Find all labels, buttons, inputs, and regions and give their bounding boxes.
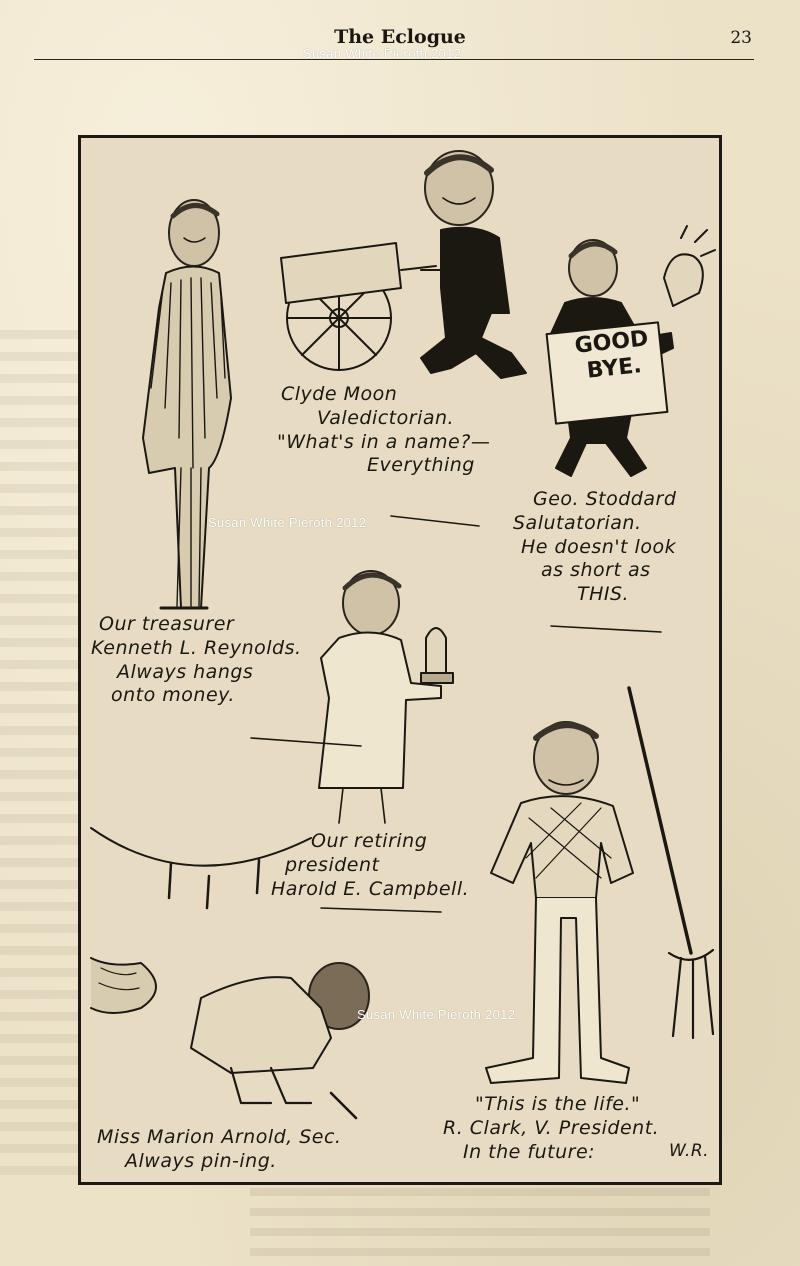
caption-line: Valedictorian. <box>317 406 455 429</box>
bleed-through-left <box>0 330 78 1180</box>
caption-underline <box>551 626 661 632</box>
caption-line: Salutatorian. <box>513 511 642 534</box>
sign-line-2: BYE. <box>585 353 643 385</box>
cartoon-panel <box>78 135 722 1185</box>
caption-line: Our retiring <box>311 830 428 852</box>
caption-line: Kenneth L. Reynolds. <box>91 636 302 659</box>
valedictorian-caption <box>277 383 490 478</box>
sign-line-1: GOOD <box>573 326 650 359</box>
caption-line: "What's in a name?— <box>277 430 491 453</box>
caption-line: Clyde Moon <box>281 383 398 405</box>
caption-underline <box>321 908 441 912</box>
caption-line: R. Clark, V. President. <box>443 1116 660 1139</box>
vice-president-caption <box>443 1093 659 1164</box>
caption-line: Always pin-ing. <box>125 1149 277 1172</box>
caption-line: Everything <box>367 454 475 477</box>
caption-line: Geo. Stoddard <box>533 488 677 510</box>
page-number: 23 <box>730 28 752 48</box>
caption-line: as short as <box>541 559 651 582</box>
caption-line: He doesn't look <box>521 535 677 558</box>
salutatorian-caption <box>513 488 676 607</box>
watermark-bottom: Susan White Pieroth 2012 <box>357 1007 516 1022</box>
treasurer-caption <box>91 613 302 708</box>
caption-line: president <box>285 853 380 876</box>
president-caption <box>271 830 469 901</box>
caption-line: Miss Marion Arnold, Sec. <box>97 1126 342 1148</box>
secretary-caption <box>97 1126 341 1174</box>
treasurer-figure <box>143 200 231 608</box>
goodbye-sign <box>565 325 660 387</box>
caption-line: Our treasurer <box>99 613 235 635</box>
page-title: The Eclogue <box>334 26 466 48</box>
watermark-top: Susan White Pieroth 2012 <box>303 46 462 61</box>
secretary-figure <box>191 963 369 1118</box>
bleed-through-bottom <box>250 1188 710 1258</box>
president-figure <box>319 571 453 823</box>
artist-signature: W.R. <box>669 1141 710 1161</box>
caption-line: "This is the life." <box>475 1093 641 1115</box>
caption-line: Harold E. Campbell. <box>271 877 470 900</box>
caption-line: onto money. <box>111 684 235 707</box>
caption-line: Always hangs <box>117 660 254 683</box>
watermark-middle: Susan White Pieroth 2012 <box>208 515 367 530</box>
valedictorian-figure <box>421 151 526 378</box>
caption-underline <box>391 516 479 526</box>
caption-line: THIS. <box>577 583 630 605</box>
vice-president-figure <box>486 688 713 1083</box>
cart-drawing <box>281 243 436 370</box>
caption-line: In the future: <box>463 1140 596 1163</box>
